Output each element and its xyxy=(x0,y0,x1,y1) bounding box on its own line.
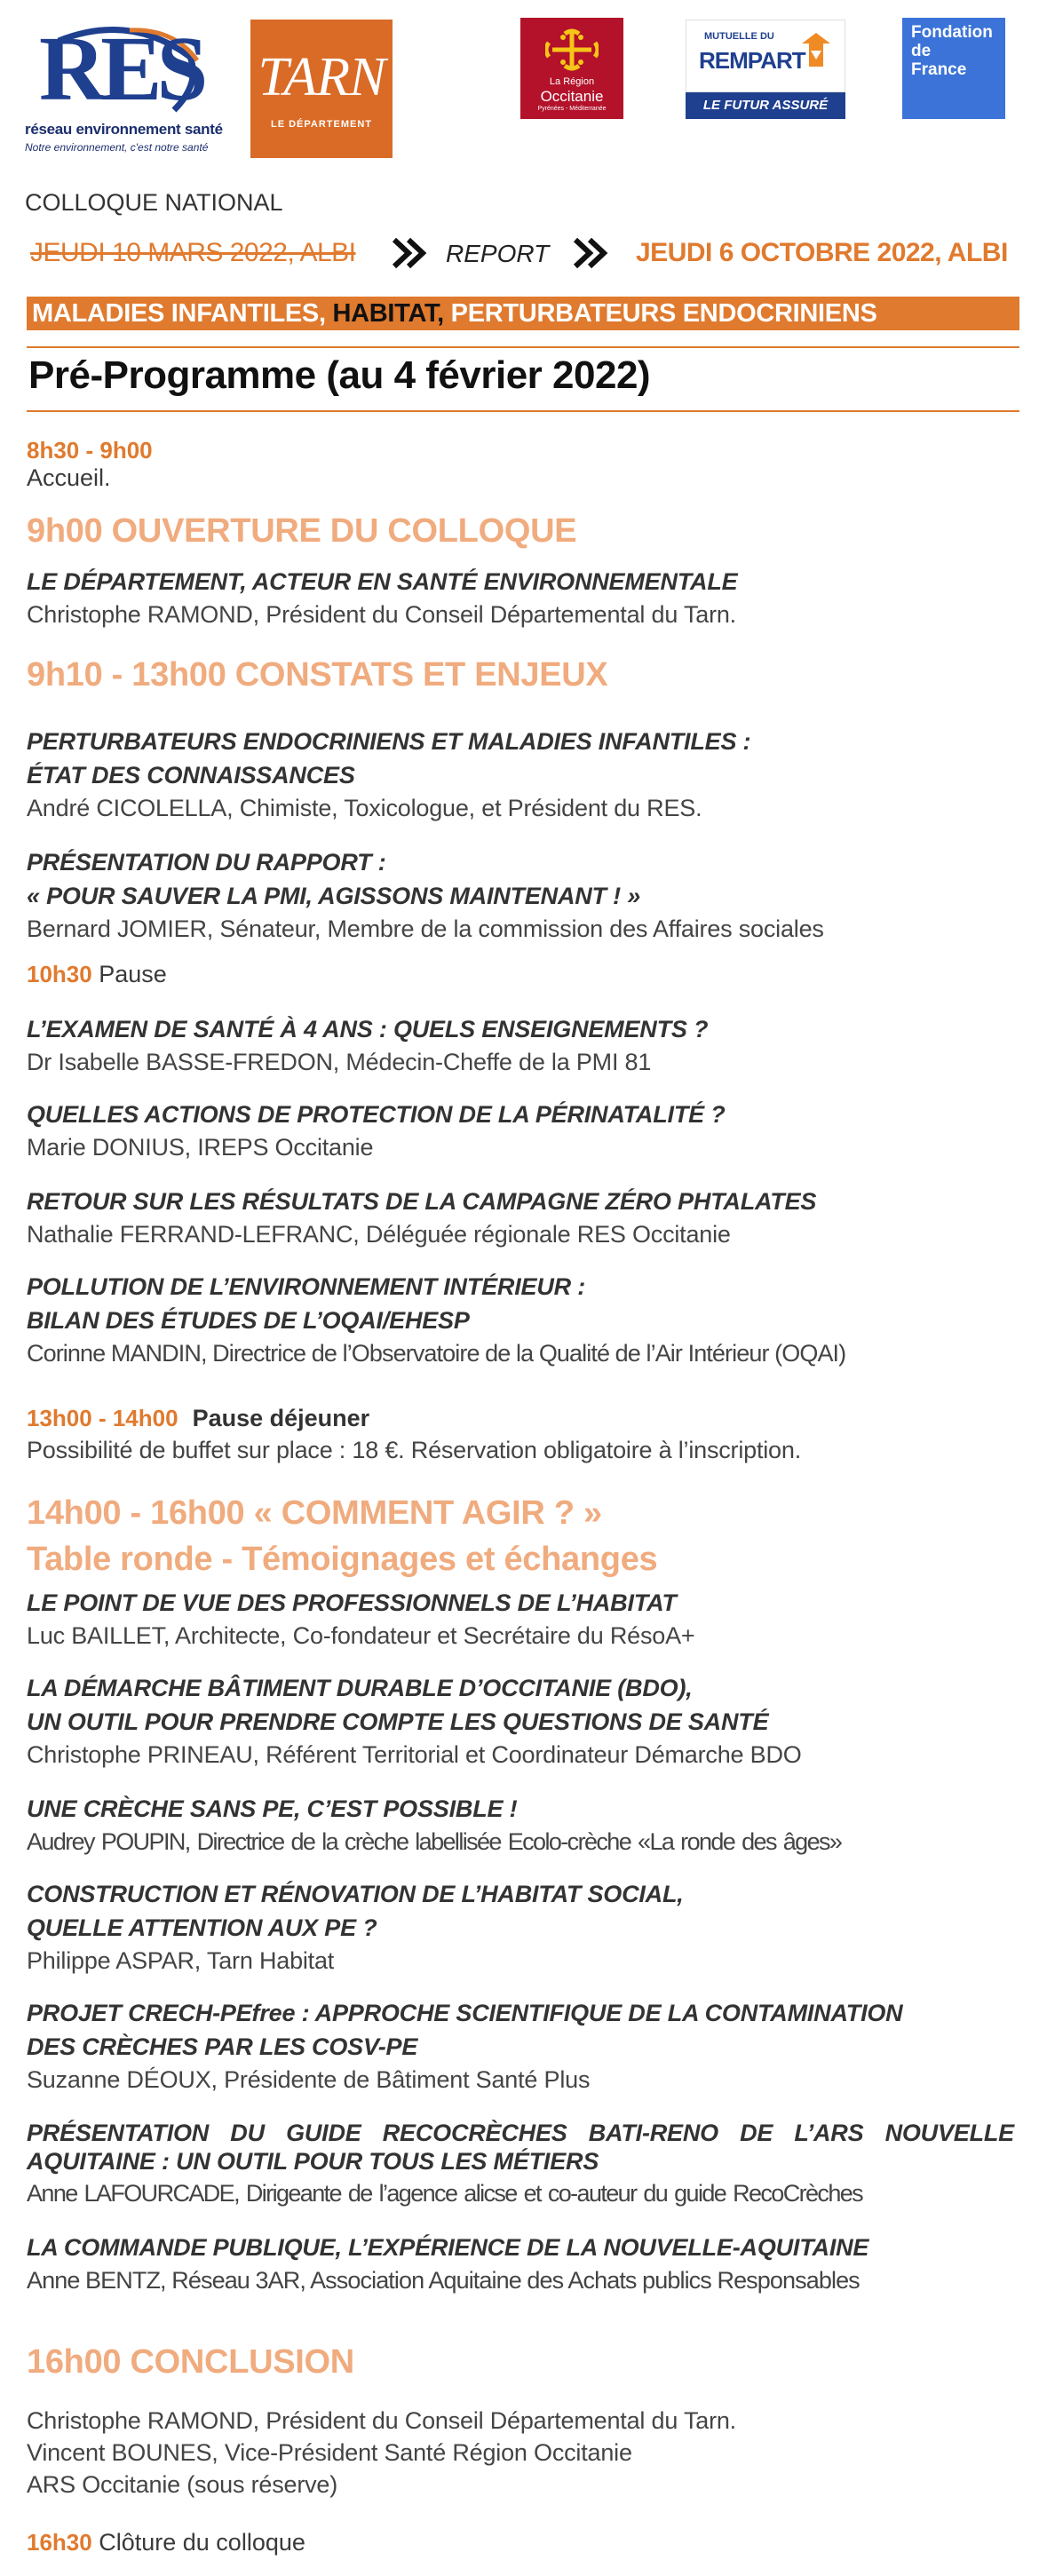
speaker: Anne LAFOURCADE, Dirigeante de l’agence alicse et co-auteur du guide RecoCrèches xyxy=(27,2180,863,2207)
speaker: Corinne MANDIN, Directrice de l’Observatoire de la Qualité de l’Air Intérieur (OQAI) xyxy=(27,1340,846,1367)
talk-block-2 xyxy=(27,845,1030,945)
tarn-subtitle: LE DÉPARTEMENT xyxy=(270,119,373,130)
theme-banner xyxy=(27,297,1019,330)
conclusion-block xyxy=(27,2405,1030,2501)
lunch-time: 13h00 - 14h00 xyxy=(27,1405,178,1431)
talk-title: RETOUR SUR LES RÉSULTATS DE LA CAMPAGNE ZÉRO PHTALATES xyxy=(27,1188,817,1215)
speaker: Philippe ASPAR, Tarn Habitat xyxy=(27,1947,335,1974)
speaker: Anne BENTZ, Réseau 3AR, Association Aquitaine des Achats publics Responsables xyxy=(27,2267,860,2294)
rempart-name: REMPART xyxy=(699,47,805,74)
talk-block-6 xyxy=(27,1270,1030,1369)
talk-title: CONSTRUCTION ET RÉNOVATION DE L’HABITAT SOCIAL, xyxy=(27,1881,684,1907)
rempart-small: MUTUELLE DU xyxy=(704,31,774,42)
page-title: Pré-Programme (au 4 février 2022) xyxy=(28,353,651,397)
pause-label: Pause xyxy=(91,961,167,987)
fondation-line3: France xyxy=(911,60,967,79)
speaker: Dr Isabelle BASSE-FREDON, Médecin-Cheffe de la PMI 81 xyxy=(27,1049,652,1075)
tarn-name: TARN xyxy=(258,47,385,107)
section-constats: 9h10 - 13h00 CONSTATS ET ENJEUX xyxy=(27,656,608,694)
closing-label: Clôture du colloque xyxy=(91,2529,305,2556)
accueil-time: 8h30 - 9h00 xyxy=(27,437,153,464)
conclusion-speaker: Christophe RAMOND, Président du Conseil Départemental du Tarn. xyxy=(27,2407,736,2434)
rempart-logo xyxy=(686,20,845,119)
talk-block-8 xyxy=(27,1671,1030,1771)
theme-part3: PERTURBATEURS ENDOCRINIENS xyxy=(443,299,877,328)
talk-title: BILAN DES ÉTUDES DE L’OQAI/EHESP xyxy=(27,1307,470,1334)
talk-block-7 xyxy=(27,1586,1030,1652)
tarn-logo xyxy=(250,20,393,158)
conclusion-speaker: ARS Occitanie (sous réserve) xyxy=(27,2471,338,2498)
section-opening: 9h00 OUVERTURE DU COLLOQUE xyxy=(27,512,577,550)
talk-title: LE DÉPARTEMENT, ACTEUR EN SANTÉ ENVIRONNEMENTALE xyxy=(27,568,738,595)
talk-title: PRÉSENTATION DU GUIDE RECOCRÈCHES BATI-RENO DE L’ARS NOUVELLE AQUITAINE : UN OUTIL POUR TOUS LES MÉTIERS xyxy=(27,2120,1014,2175)
talk-block-4 xyxy=(27,1098,1030,1163)
section-conclusion: 16h00 CONCLUSION xyxy=(27,2343,354,2381)
speaker: Audrey POUPIN, Directrice de la crèche labellisée Ecolo-crèche «La ronde des âges» xyxy=(27,1828,842,1855)
talk-title: LA COMMANDE PUBLIQUE, L’EXPÉRIENCE DE LA NOUVELLE-AQUITAINE xyxy=(27,2234,869,2261)
talk-title: « POUR SAUVER LA PMI, AGISSONS MAINTENANT ! » xyxy=(27,883,641,909)
opening-block xyxy=(27,565,1030,630)
talk-title: UNE CRÈCHE SANS PE, C’EST POSSIBLE ! xyxy=(27,1795,518,1822)
agir-title: 14h00 - 16h00 « COMMENT AGIR ? » xyxy=(27,1494,602,1532)
speaker: André CICOLELLA, Chimiste, Toxicologue, et Président du RES. xyxy=(27,795,702,821)
talk-title: PROJET CRECH-PEfree : APPROCHE SCIENTIFIQUE DE LA CONTAMINATION xyxy=(27,2000,903,2026)
speaker: Luc BAILLET, Architecte, Co-fondateur et Secrétaire du RésoA+ xyxy=(27,1622,695,1649)
lunch-label: Pause déjeuner xyxy=(192,1405,370,1431)
talk-title: PRÉSENTATION DU RAPPORT : xyxy=(27,849,386,876)
speaker: Christophe RAMOND, Président du Conseil Départemental du Tarn. xyxy=(27,601,736,628)
speaker: Bernard JOMIER, Sénateur, Membre de la commission des Affaires sociales xyxy=(27,915,824,942)
occitanie-logo xyxy=(520,18,623,119)
occitan-cross-icon xyxy=(545,27,599,73)
old-date: JEUDI 10 MARS 2022, ALBI xyxy=(30,238,356,267)
lunch-block xyxy=(27,1405,1030,1466)
occitanie-small: La Région xyxy=(549,76,595,87)
pause-block xyxy=(27,961,1030,988)
talk-block-13 xyxy=(27,2231,1030,2296)
theme-part2: HABITAT, xyxy=(332,299,444,328)
fondation-line1: Fondation xyxy=(911,23,993,42)
accueil-text: Accueil. xyxy=(27,464,111,491)
talk-title: LA DÉMARCHE BÂTIMENT DURABLE D’OCCITANIE (BDO), xyxy=(27,1675,693,1701)
talk-block-12 xyxy=(27,2119,1030,2209)
talk-block-1 xyxy=(27,725,1030,824)
colloque-label: COLLOQUE NATIONAL xyxy=(25,189,283,216)
divider-bottom xyxy=(27,410,1019,412)
occitanie-sub: Pyrénées - Méditerranée xyxy=(537,106,607,112)
talk-title: L’EXAMEN DE SANTÉ À 4 ANS : QUELS ENSEIGNEMENTS ? xyxy=(27,1016,709,1042)
speaker: Suzanne DÉOUX, Présidente de Bâtiment Santé Plus xyxy=(27,2066,591,2093)
closing-block xyxy=(27,2529,1030,2556)
talk-title: LE POINT DE VUE DES PROFESSIONNELS DE L’HABITAT xyxy=(27,1589,677,1616)
speaker: Nathalie FERRAND-LEFRANC, Déléguée régionale RES Occitanie xyxy=(27,1221,731,1248)
pause-time: 10h30 xyxy=(27,961,92,987)
new-date: JEUDI 6 OCTOBRE 2022, ALBI xyxy=(636,238,1008,267)
speaker: Christophe PRINEAU, Référent Territorial et Coordinateur Démarche BDO xyxy=(27,1741,802,1768)
talk-title: PERTURBATEURS ENDOCRINIENS ET MALADIES INFANTILES : xyxy=(27,728,751,755)
rempart-figure-icon xyxy=(800,31,832,68)
rempart-band: LE FUTUR ASSURÉ xyxy=(686,92,845,119)
double-chevron-icon xyxy=(391,236,430,270)
report-label: REPORT xyxy=(446,240,550,267)
talk-title: QUELLES ACTIONS DE PROTECTION DE LA PÉRINATALITÉ ? xyxy=(27,1101,726,1128)
lunch-note: Possibilité de buffet sur place : 18 €. Réservation obligatoire à l’inscription. xyxy=(27,1437,801,1463)
rempart-top xyxy=(686,20,845,92)
agir-subtitle: Table ronde - Témoignages et échanges xyxy=(27,1541,658,1578)
talk-block-10 xyxy=(27,1877,1030,1977)
res-letters: RES xyxy=(39,18,203,120)
conclusion-speaker: Vincent BOUNES, Vice-Président Santé Région Occitanie xyxy=(27,2439,632,2466)
fondation-de-france-logo xyxy=(902,18,1005,119)
fondation-text xyxy=(911,23,993,79)
divider-top xyxy=(27,346,1019,348)
talk-block-9 xyxy=(27,1792,1030,1858)
talk-block-11 xyxy=(27,1996,1030,2096)
speaker: Marie DONIUS, IREPS Occitanie xyxy=(27,1134,374,1161)
closing-time: 16h30 xyxy=(27,2529,92,2556)
talk-title: ÉTAT DES CONNAISSANCES xyxy=(27,762,355,789)
talk-block-5 xyxy=(27,1185,1030,1250)
occitanie-name: Occitanie xyxy=(540,88,604,105)
theme-part1: MALADIES INFANTILES, xyxy=(32,299,333,328)
accueil-block xyxy=(27,437,1030,492)
res-logo xyxy=(23,18,223,155)
res-tagline: Notre environnement, c'est notre santé xyxy=(25,141,209,154)
talk-title: DES CRÈCHES PAR LES COSV-PE xyxy=(27,2033,418,2060)
fondation-line2: de xyxy=(911,42,932,60)
talk-block-3 xyxy=(27,1012,1030,1078)
double-chevron-icon xyxy=(572,236,611,270)
res-subtitle: réseau environnement santé xyxy=(25,121,223,138)
section-agir xyxy=(27,1490,1030,1582)
date-row xyxy=(25,233,1028,273)
talk-title: QUELLE ATTENTION AUX PE ? xyxy=(27,1914,377,1941)
talk-title: UN OUTIL POUR PRENDRE COMPTE LES QUESTIONS DE SANTÉ xyxy=(27,1708,769,1735)
talk-title: POLLUTION DE L’ENVIRONNEMENT INTÉRIEUR : xyxy=(27,1273,586,1300)
